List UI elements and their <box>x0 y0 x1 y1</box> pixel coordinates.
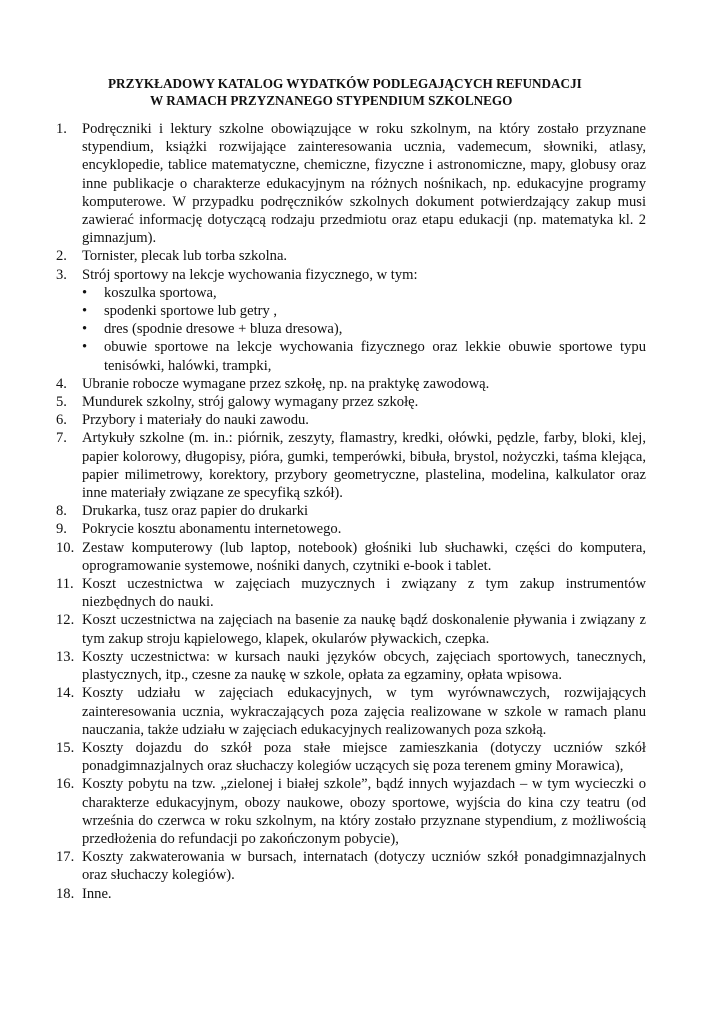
item-text: Mundurek szkolny, strój galowy wymagany przez szkołę. <box>82 394 419 411</box>
sublist-text: koszulka sportowa, <box>104 284 217 301</box>
list-item-5 <box>56 393 646 411</box>
list-item-8 <box>56 502 646 520</box>
list-item-18 <box>56 885 646 903</box>
bullet-icon: • <box>82 284 88 301</box>
page-title <box>108 75 628 109</box>
item-text: Koszty uczestnictwa: w kursach nauki języków obcych, zajęciach sportowych, tanecznych, plastycznych, itp., czesne za naukę w szkole, opłata za egzaminy, opłata wpisowa. <box>82 648 646 684</box>
item-number: 11. <box>56 576 74 593</box>
item-text: Koszty udziału w zajęciach edukacyjnych, w tym wyrównawczych, rozwijających zainteresowania ucznia, wykraczających poza zajęcia realizowane w szkole w ramach planu nauczania, także udziału w zajęciach edukacyjnych realizowanych poza szkołą. <box>82 685 646 738</box>
item-number: 9. <box>56 521 67 538</box>
sublist-text: obuwie sportowe na lekcje wychowania fizycznego oraz lekkie obuwie sportowe typu tenisówki, halówki, trampki, <box>104 339 646 374</box>
list-item-10 <box>56 539 646 575</box>
list-item-11 <box>56 575 646 611</box>
item-number: 17. <box>56 849 75 866</box>
bullet-icon: • <box>82 321 88 338</box>
list-item-17 <box>56 848 646 884</box>
list-item-7 <box>56 429 646 502</box>
item-text: Strój sportowy na lekcje wychowania fizycznego, w tym: <box>82 266 418 283</box>
item-number: 8. <box>56 503 67 520</box>
item-text: Artykuły szkolne (m. in.: piórnik, zeszyty, flamastry, kredki, ołówki, pędzle, farby, bloki, klej, papier kolorowy, długopisy, pióra, gumki, temperówki, bibuła, brystol, nożyczki, taśma klejąca, papier milimetrowy, korektory, przybory geometryczne, plastelina, modelina, kalkulator oraz inne materiały związane ze specyfiką szkół). <box>82 430 646 502</box>
item-text: Koszty dojazdu do szkół poza stałe miejsce zamieszkania (dotyczy uczniów szkół ponadgimnazjalnych oraz słuchaczy kolegiów uczących się poza terenem gminy Morawica), <box>82 739 646 775</box>
item-number: 16. <box>56 776 75 793</box>
sublist-text: spodenki sportowe lub getry , <box>104 303 278 320</box>
list-item-9 <box>56 520 646 538</box>
sublist-item <box>82 302 646 320</box>
item-text: Zestaw komputerowy (lub laptop, notebook) głośniki lub słuchawki, części do komputera, oprogramowanie systemowe, nośniki danych, czytniki e-book i tablet. <box>82 539 646 574</box>
item-number: 10. <box>56 539 75 556</box>
item-number: 13. <box>56 648 75 665</box>
item-text: Przybory i materiały do nauki zawodu. <box>82 412 309 429</box>
item-number: 2. <box>56 248 67 265</box>
item-text: Ubranie robocze wymagane przez szkołę, np. na praktykę zawodową. <box>82 375 490 392</box>
item-text: Drukarka, tusz oraz papier do drukarki <box>82 503 309 520</box>
bullet-icon: • <box>82 339 88 356</box>
item-number: 4. <box>56 375 67 392</box>
item-text: Koszt uczestnictwa na zajęciach na basenie za naukę bądź doskonalenie pływania i związany z tym zakup stroju kąpielowego, klapek, okularów pływackich, czepka. <box>82 612 646 647</box>
sublist-item <box>82 338 646 374</box>
item-number: 5. <box>56 394 67 411</box>
item-number: 14. <box>56 685 75 702</box>
item-number: 15. <box>56 739 75 756</box>
list-item-13 <box>56 648 646 684</box>
list-item-15 <box>56 739 646 775</box>
item-text: Inne. <box>82 885 112 902</box>
sublist-item <box>82 284 646 302</box>
item-number: 1. <box>56 121 67 137</box>
title-line-2: W RAMACH PRZYZNANEGO STYPENDIUM SZKOLNEGO <box>150 93 513 108</box>
item-text: Tornister, plecak lub torba szkolna. <box>82 248 288 265</box>
list-item-2 <box>56 247 646 265</box>
expense-list <box>56 120 646 903</box>
title-line-1: PRZYKŁADOWY KATALOG WYDATKÓW PODLEGAJĄCYCH REFUNDACJI <box>108 76 582 91</box>
list-item-1 <box>56 120 646 247</box>
item-number: 18. <box>56 885 75 902</box>
item-number: 7. <box>56 430 67 447</box>
list-item-3 <box>56 266 646 375</box>
item-number: 3. <box>56 266 67 283</box>
list-item-6 <box>56 411 646 429</box>
item-text: Koszt uczestnictwa w zajęciach muzycznych i związany z tym zakup instrumentów niezbędnych do nauki. <box>82 576 646 611</box>
item-text: Pokrycie kosztu abonamentu internetowego. <box>82 521 342 538</box>
item-number: 6. <box>56 412 67 429</box>
list-item-4 <box>56 375 646 393</box>
bullet-icon: • <box>82 303 88 320</box>
item-text: Koszty zakwaterowania w bursach, internatach (dotyczy uczniów szkół ponadgimnazjalnych oraz słuchaczy kolegiów). <box>82 849 646 884</box>
item-number: 12. <box>56 612 75 629</box>
sublist-text: dres (spodnie dresowe + bluza dresowa), <box>104 321 343 338</box>
list-item-16 <box>56 775 646 848</box>
sport-sublist <box>82 284 646 375</box>
sublist-item <box>82 320 646 338</box>
list-item-12 <box>56 611 646 647</box>
item-text: Koszty pobytu na tzw. „zielonej i białej szkole”, bądź innych wyjazdach – w tym wycieczki o charakterze edukacyjnym, obozy naukowe, obozy sportowe, wyjścia do kina czy teatru (od września do czerwca w roku szkolnym, na który zostało przyznane stypendium, z możliwością przedłożenia do refundacji po zakończonym pobycie), <box>82 776 646 847</box>
list-item-14 <box>56 684 646 739</box>
item-text: Podręczniki i lektury szkolne obowiązujące w roku szkolnym, na który zostało przyznane stypendium, książki rozwijające zainteresowania ucznia, vademecum, słowniki, atlasy, encyklopedie, tablice matematyczne, chemiczne, fizyczne i astronomiczne, mapy, globusy oraz inne publikacje o charakterze edukacyjnym na różnych nośnikach, np. edukacyjne programy komputerowe. W przypadku podręczników szkolnych dokument potwierdzający zakup musi zawierać informację dotyczącą rodzaju przedmiotu oraz etapu edukacji (np. matematyka kl. 2 gimnazjum). <box>82 121 646 247</box>
